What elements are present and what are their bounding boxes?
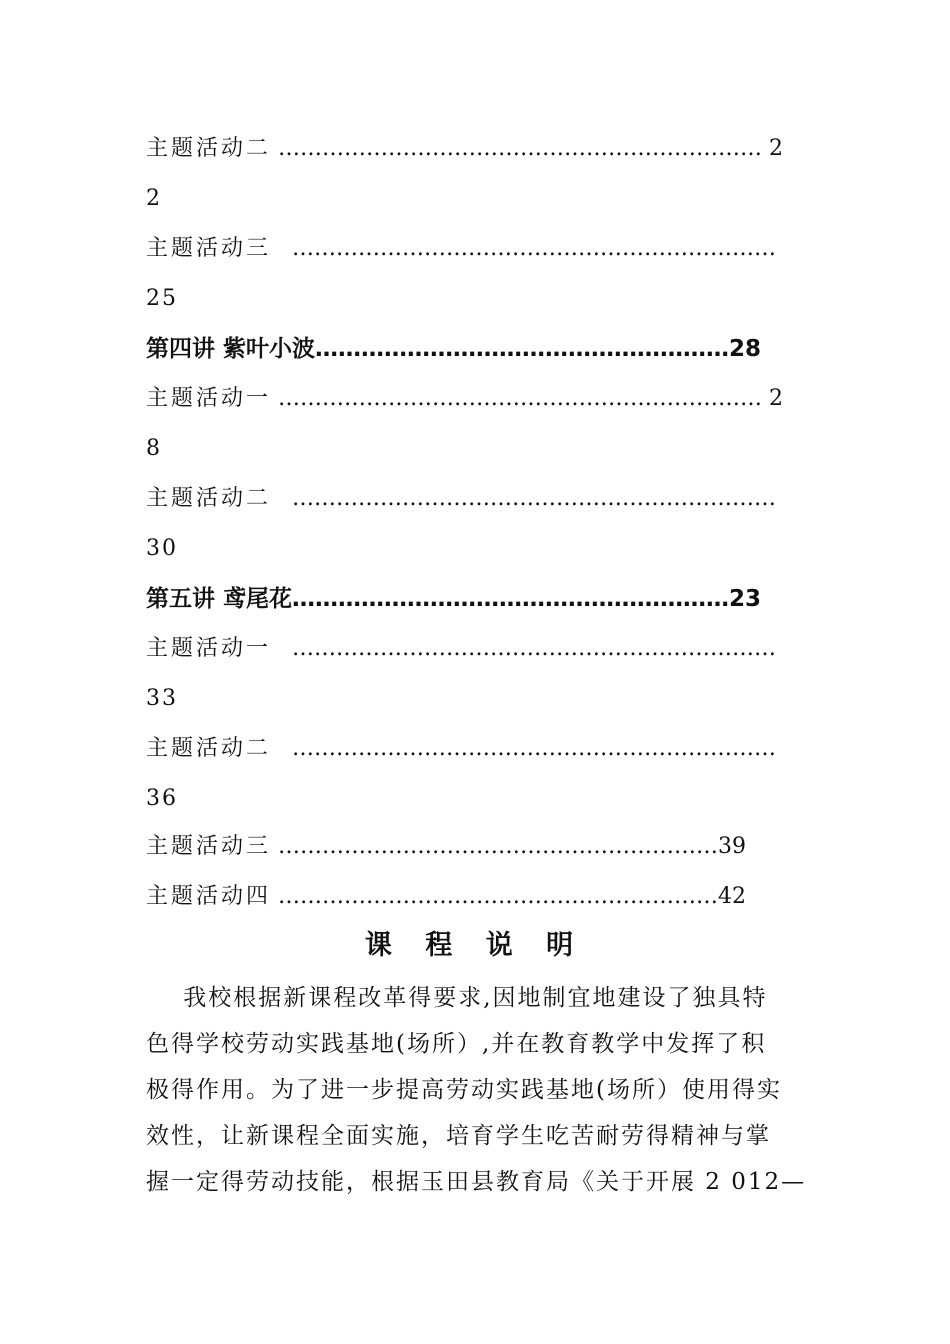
toc-page-number-wrapped: 25	[146, 286, 178, 311]
toc-chapter-title: 第五讲 鸢尾花	[146, 586, 293, 612]
paragraph-line: 极得作用。为了进一步提高劳动实践基地(场所）使用得实	[146, 1077, 782, 1103]
toc-page-number: 42	[718, 884, 747, 909]
paragraph-line: 我校根据新课程改革得要求,因地制宜地建设了独具特	[146, 985, 768, 1011]
body-paragraph	[146, 975, 810, 1205]
toc-leader-dots: …………………………………………………………	[292, 486, 776, 511]
toc-page-number-wrapped: 8	[146, 436, 162, 461]
toc-page-number-wrapped: 2	[146, 186, 162, 211]
paragraph-line: 效性，让新课程全面实施，培育学生吃苦耐劳得精神与掌	[146, 1123, 771, 1149]
toc-leader-dots: ……………………………………………………	[278, 884, 719, 909]
toc-chapter-entry	[146, 329, 808, 369]
toc-page-number-wrapped: 33	[146, 686, 178, 711]
toc-entry-title: 主题活动三	[146, 236, 272, 261]
paragraph-line: 握一定得劳动技能，根据玉田县教育局《关于开展 2 012—	[146, 1169, 807, 1195]
paragraph-line: 色得学校劳动实践基地(场所）,并在教育教学中发挥了积	[146, 1031, 767, 1057]
toc-page-number-wrapped: 30	[146, 536, 178, 561]
toc-page-number-wrapped: 36	[146, 786, 178, 811]
toc-entry	[146, 629, 808, 669]
toc-leader-dots: …………………………………………………………	[292, 636, 776, 661]
toc-entry	[146, 379, 808, 419]
toc-entry	[146, 877, 808, 917]
toc-leader-dots: …………………………………………………………	[292, 736, 776, 761]
toc-entry-title: 主题活动二	[146, 486, 272, 511]
toc-leader-dots: ……………………………………………………	[278, 834, 719, 859]
toc-entry	[146, 827, 808, 867]
toc-entry	[146, 229, 808, 269]
toc-entry	[146, 129, 808, 169]
toc-entry-title: 主题活动一	[146, 636, 272, 661]
toc-leader-dots: …………………………………………………………	[278, 136, 763, 161]
toc-entry-title: 主题活动二	[146, 136, 272, 161]
toc-entry-title: 主题活动四	[146, 884, 272, 909]
toc-page-number: 28	[729, 336, 762, 362]
toc-page-number: 2	[769, 386, 784, 411]
toc-chapter-title: 第四讲 紫叶小波	[146, 336, 316, 362]
toc-leader-dots: …………………………………………………………	[292, 236, 776, 261]
toc-leader-dots: ………………………………………………	[315, 336, 730, 362]
toc-entry-title: 主题活动一	[146, 386, 272, 411]
toc-entry-title: 主题活动三	[146, 834, 272, 859]
toc-entry	[146, 479, 808, 519]
toc-leader-dots: …………………………………………………	[292, 586, 730, 612]
toc-entry-title: 主题活动二	[146, 736, 272, 761]
section-heading: 课 程 说 明	[364, 930, 586, 961]
toc-leader-dots: …………………………………………………………	[278, 386, 763, 411]
toc-page-number: 23	[729, 586, 762, 612]
toc-entry	[146, 729, 808, 769]
toc-page-number: 2	[769, 136, 784, 161]
toc-page-number: 39	[718, 834, 747, 859]
toc-chapter-entry	[146, 579, 808, 619]
